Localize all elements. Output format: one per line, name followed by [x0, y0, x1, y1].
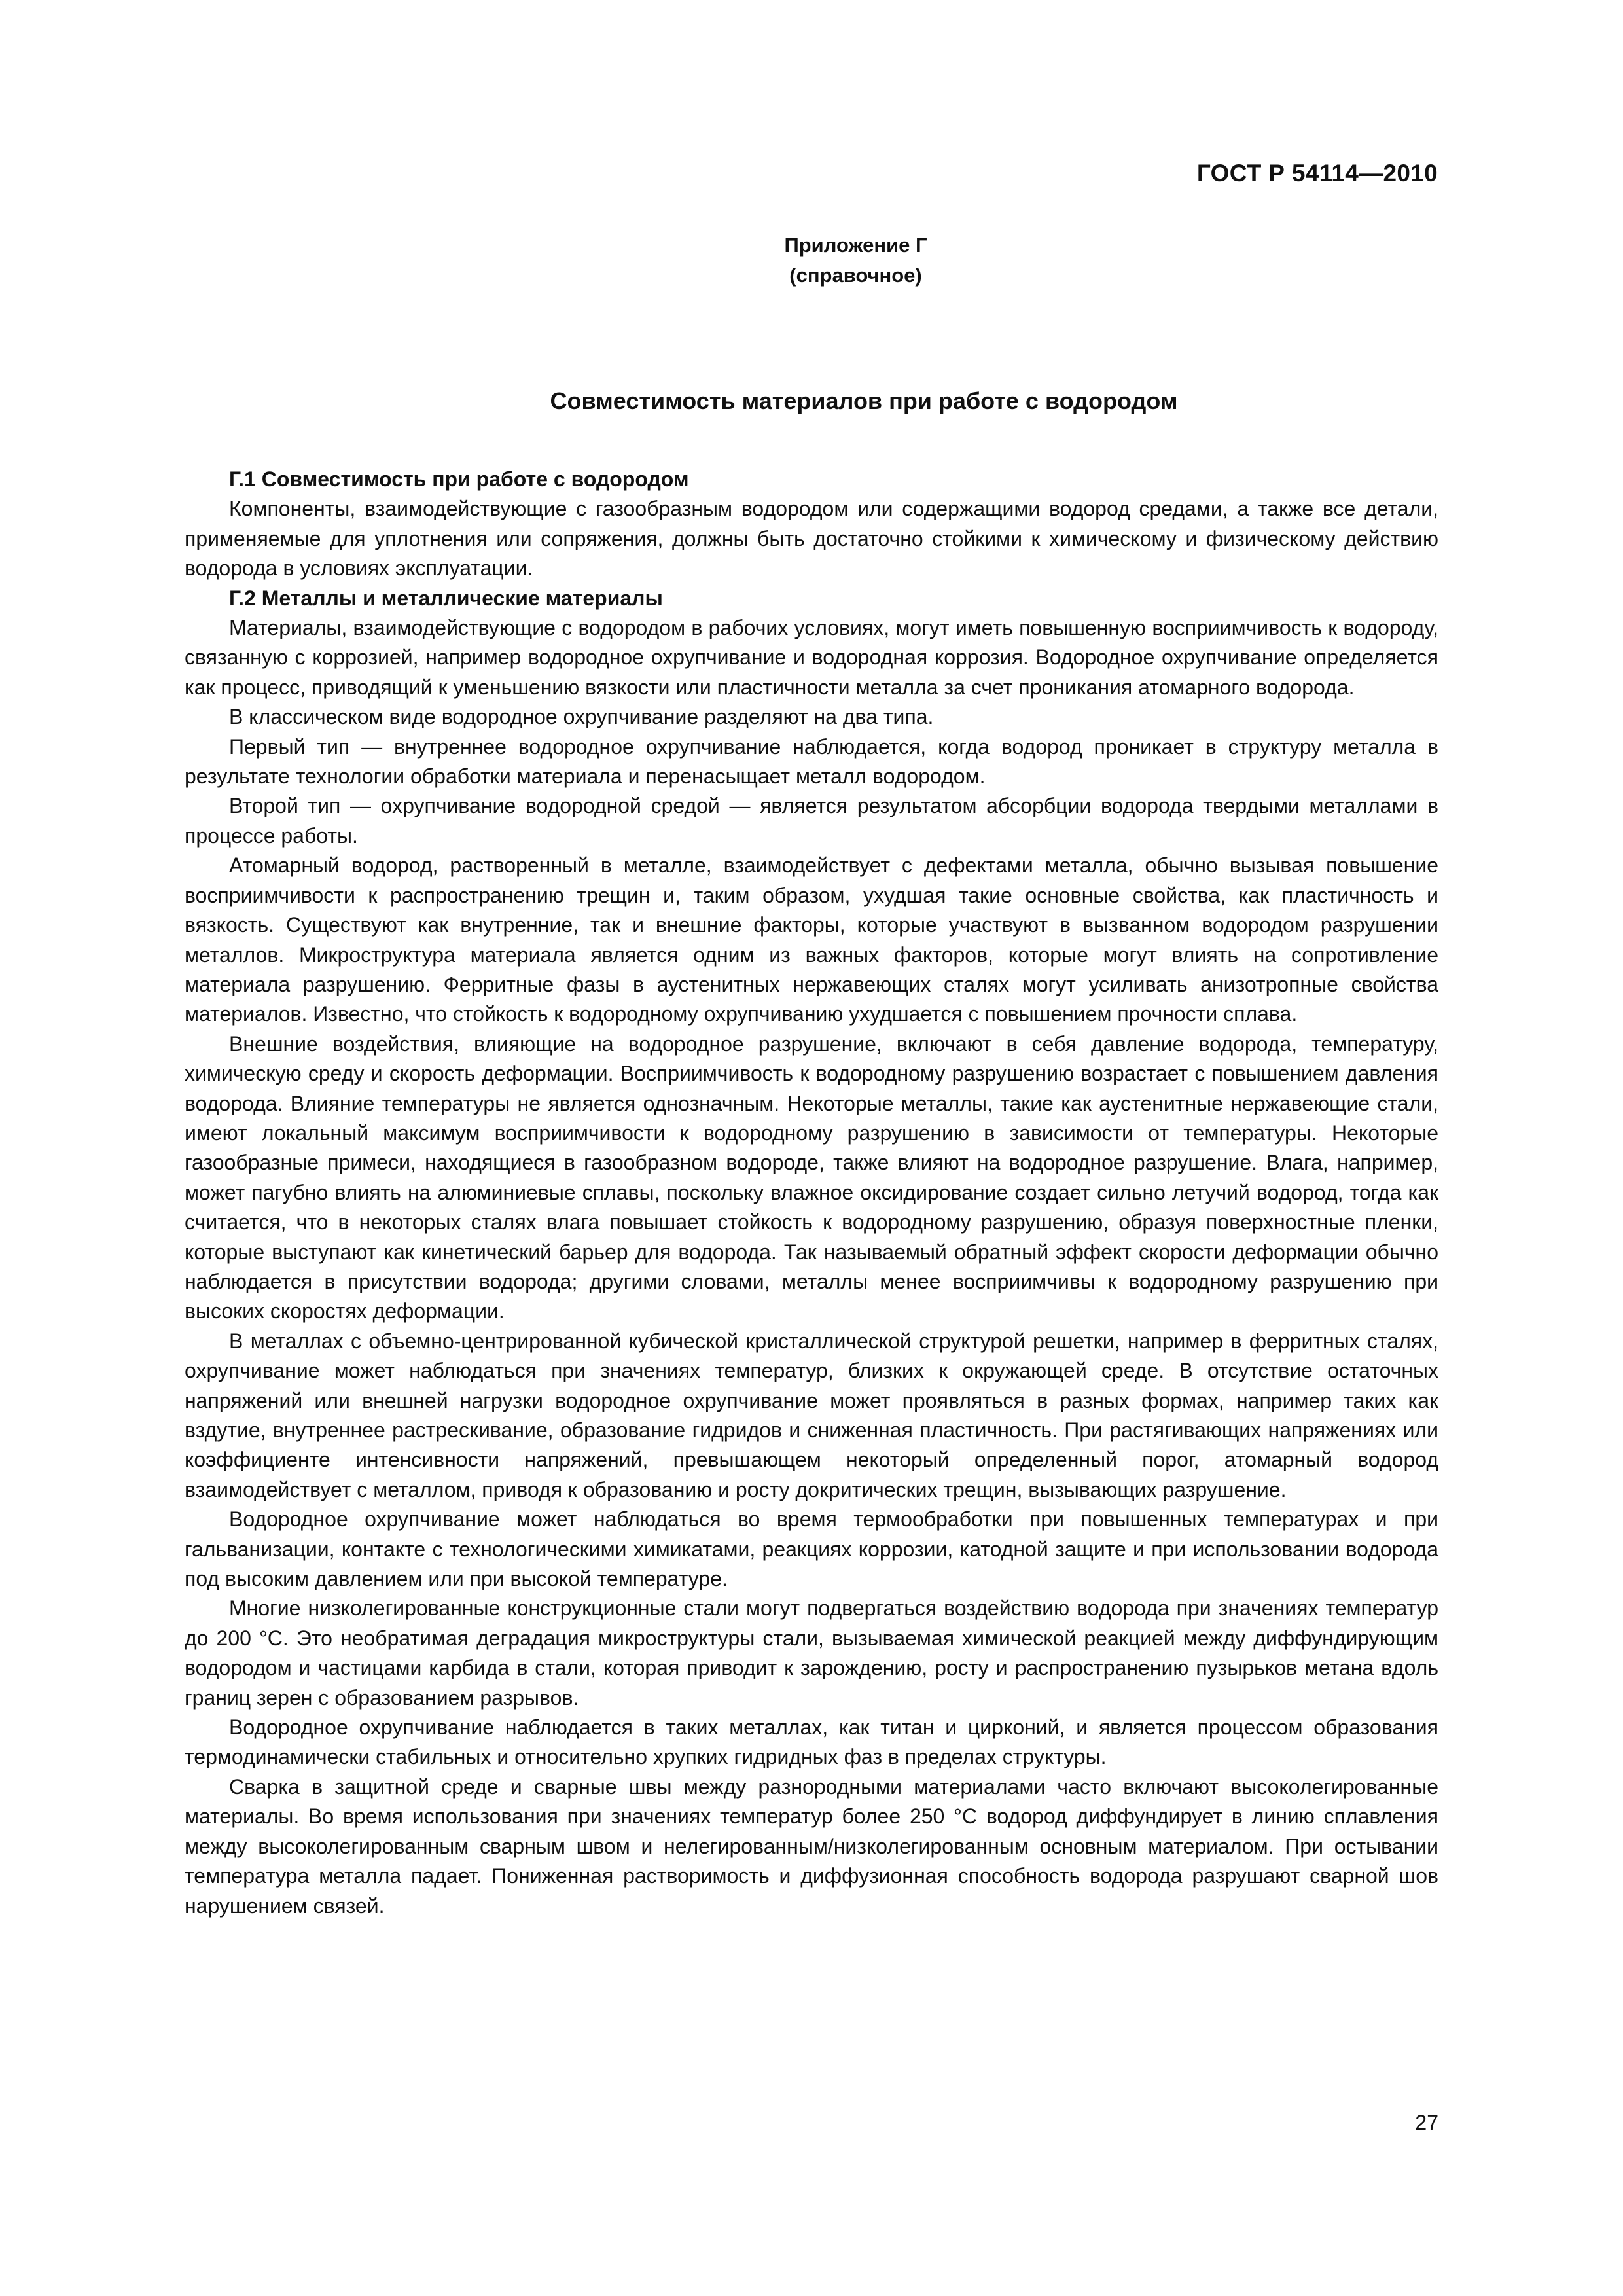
paragraph: Материалы, взаимодействующие с водородом в рабочих условиях, могут иметь повышенную восприимчивость к водороду, связанную с коррозией, например водородное охрупчивание и водородная коррозия. Водородное охрупчивание определяется как процесс, приводящий к уменьшению вязкости или пластичности металла за счет проникания атомарного водорода. — [185, 616, 1438, 699]
paragraph: Компоненты, взаимодействующие с газообразным водородом или содержащими водород средами, а также все детали, применяемые для уплотнения или сопряжения, должны быть достаточно стойкими к химическому и физическому действию водорода в условиях эксплуатации. — [185, 497, 1438, 581]
paragraph: Атомарный водород, растворенный в металле, взаимодействует с дефектами металла, обычно вызывая повышение восприимчивости к распространению трещин и, таким образом, ухудшая такие основные свойства, как пластичность и вязкость. Существуют как внутренние, так и внешние факторы, которые участвуют в вызванном водородом разрушении металлов. Микроструктура материала является одним из важных факторов, которые могут влиять на сопротивление материала разрушению. Ферритные фазы в аустенитных нержавеющих сталях могут усиливать анизотропные свойства материалов. Известно, что стойкость к водородному охрупчиванию ухудшается с повышением прочности сплава. — [185, 853, 1438, 1026]
section-heading-g1: Г.1 Совместимость при работе с водородом — [229, 467, 689, 491]
section-heading-g2: Г.2 Металлы и металлические материалы — [229, 586, 663, 610]
paragraph: Сварка в защитной среде и сварные швы между разнородными материалами часто включают высоколегированные материалы. Во время использования при значениях температур более 250 °С водород диффундирует в линию сплавления между высоколегированным сварным швом и нелегированным/низколегированным основным материалом. При остывании температура металла падает. Пониженная растворимость и диффузионная способность водорода разрушают сварной шов нарушением связей. — [185, 1774, 1438, 1918]
document-title — [0, 387, 1623, 415]
paragraph: Водородное охрупчивание может наблюдаться во время термообработки при повышенных температурах и при гальванизации, контакте с технологическими химикатами, реакциях коррозии, катодной защите и при использовании водорода под высоким давлением или при высокой температуре. — [185, 1507, 1438, 1591]
document-body — [185, 465, 1438, 1921]
appendix-title: Приложение Г — [784, 234, 927, 257]
paragraph: Второй тип — охрупчивание водородной средой — является результатом абсорбции водорода твердыми металлами в процессе работы. — [185, 794, 1438, 848]
page-number: 27 — [1415, 2111, 1438, 2134]
appendix-subtitle: (справочное) — [789, 264, 922, 287]
paragraph: В металлах с объемно-центрированной кубической кристаллической структурой решетки, например в ферритных сталях, охрупчивание может наблюдаться при значениях температур, близких к окружающей среде. В отсутствие остаточных напряжений или внешней нагрузки водородное охрупчивание может проявляться в разных формах, например таких как вздутие, внутреннее растрескивание, образование гидридов и сниженная пластичность. При растягивающих напряжениях или коэффициенте интенсивности напряжений, превышающем некоторый определенный порог, атомарный водород взаимодействует с металлом, приводя к образованию и росту докритических трещин, вызывающих разрушение. — [185, 1329, 1438, 1501]
document-code: ГОСТ Р 54114—2010 — [1196, 160, 1438, 187]
paragraph: Первый тип — внутреннее водородное охрупчивание наблюдается, когда водород проникает в структуру металла в результате технологии обработки материала и перенасыщает металл водородом. — [185, 734, 1438, 789]
document-title-text: Совместимость материалов при работе с водородом — [550, 387, 1178, 414]
appendix-heading — [0, 230, 1623, 291]
paragraph: Внешние воздействия, влияющие на водородное разрушение, включают в себя давление водорода, температуру, химическую среду и скорость деформации. Восприимчивость к водородному разрушению возрастает с повышением давления водорода. Влияние температуры не является однозначным. Некоторые металлы, такие как аустенитные нержавеющие стали, имеют локальный максимум восприимчивости к водородному разрушению в зависимости от температуры. Некоторые газообразные примеси, находящиеся в газообразном водороде, также влияют на водородное разрушение. Влага, например, может пагубно влиять на алюминиевые сплавы, поскольку влажное оксидирование создает сильно летучий водород, тогда как считается, что в некоторых сталях влага повышает стойкость к водородному разрушению, образуя поверхностные пленки, которые выступают как кинетический барьер для водорода. Так называемый обратный эффект скорости деформации обычно наблюдается в присутствии водорода; другими словами, металлы менее восприимчивы к водородному разрушению при высоких скоростях деформации. — [185, 1031, 1438, 1323]
paragraph: Водородное охрупчивание наблюдается в таких металлах, как титан и цирконий, и является процессом образования термодинамически стабильных и относительно хрупких гидридных фаз в пределах структуры. — [185, 1715, 1438, 1769]
paragraph: В классическом виде водородное охрупчивание разделяют на два типа. — [229, 705, 934, 729]
paragraph: Многие низколегированные конструкционные стали могут подвергаться воздействию водорода при значениях температур до 200 °С. Это необратимая деградация микроструктуры стали, вызываемая химической реакцией между диффундирующим водородом и частицами карбида в стали, которая приводит к зарождению, росту и распространению пузырьков метана вдоль границ зерен с образованием разрывов. — [185, 1596, 1438, 1710]
